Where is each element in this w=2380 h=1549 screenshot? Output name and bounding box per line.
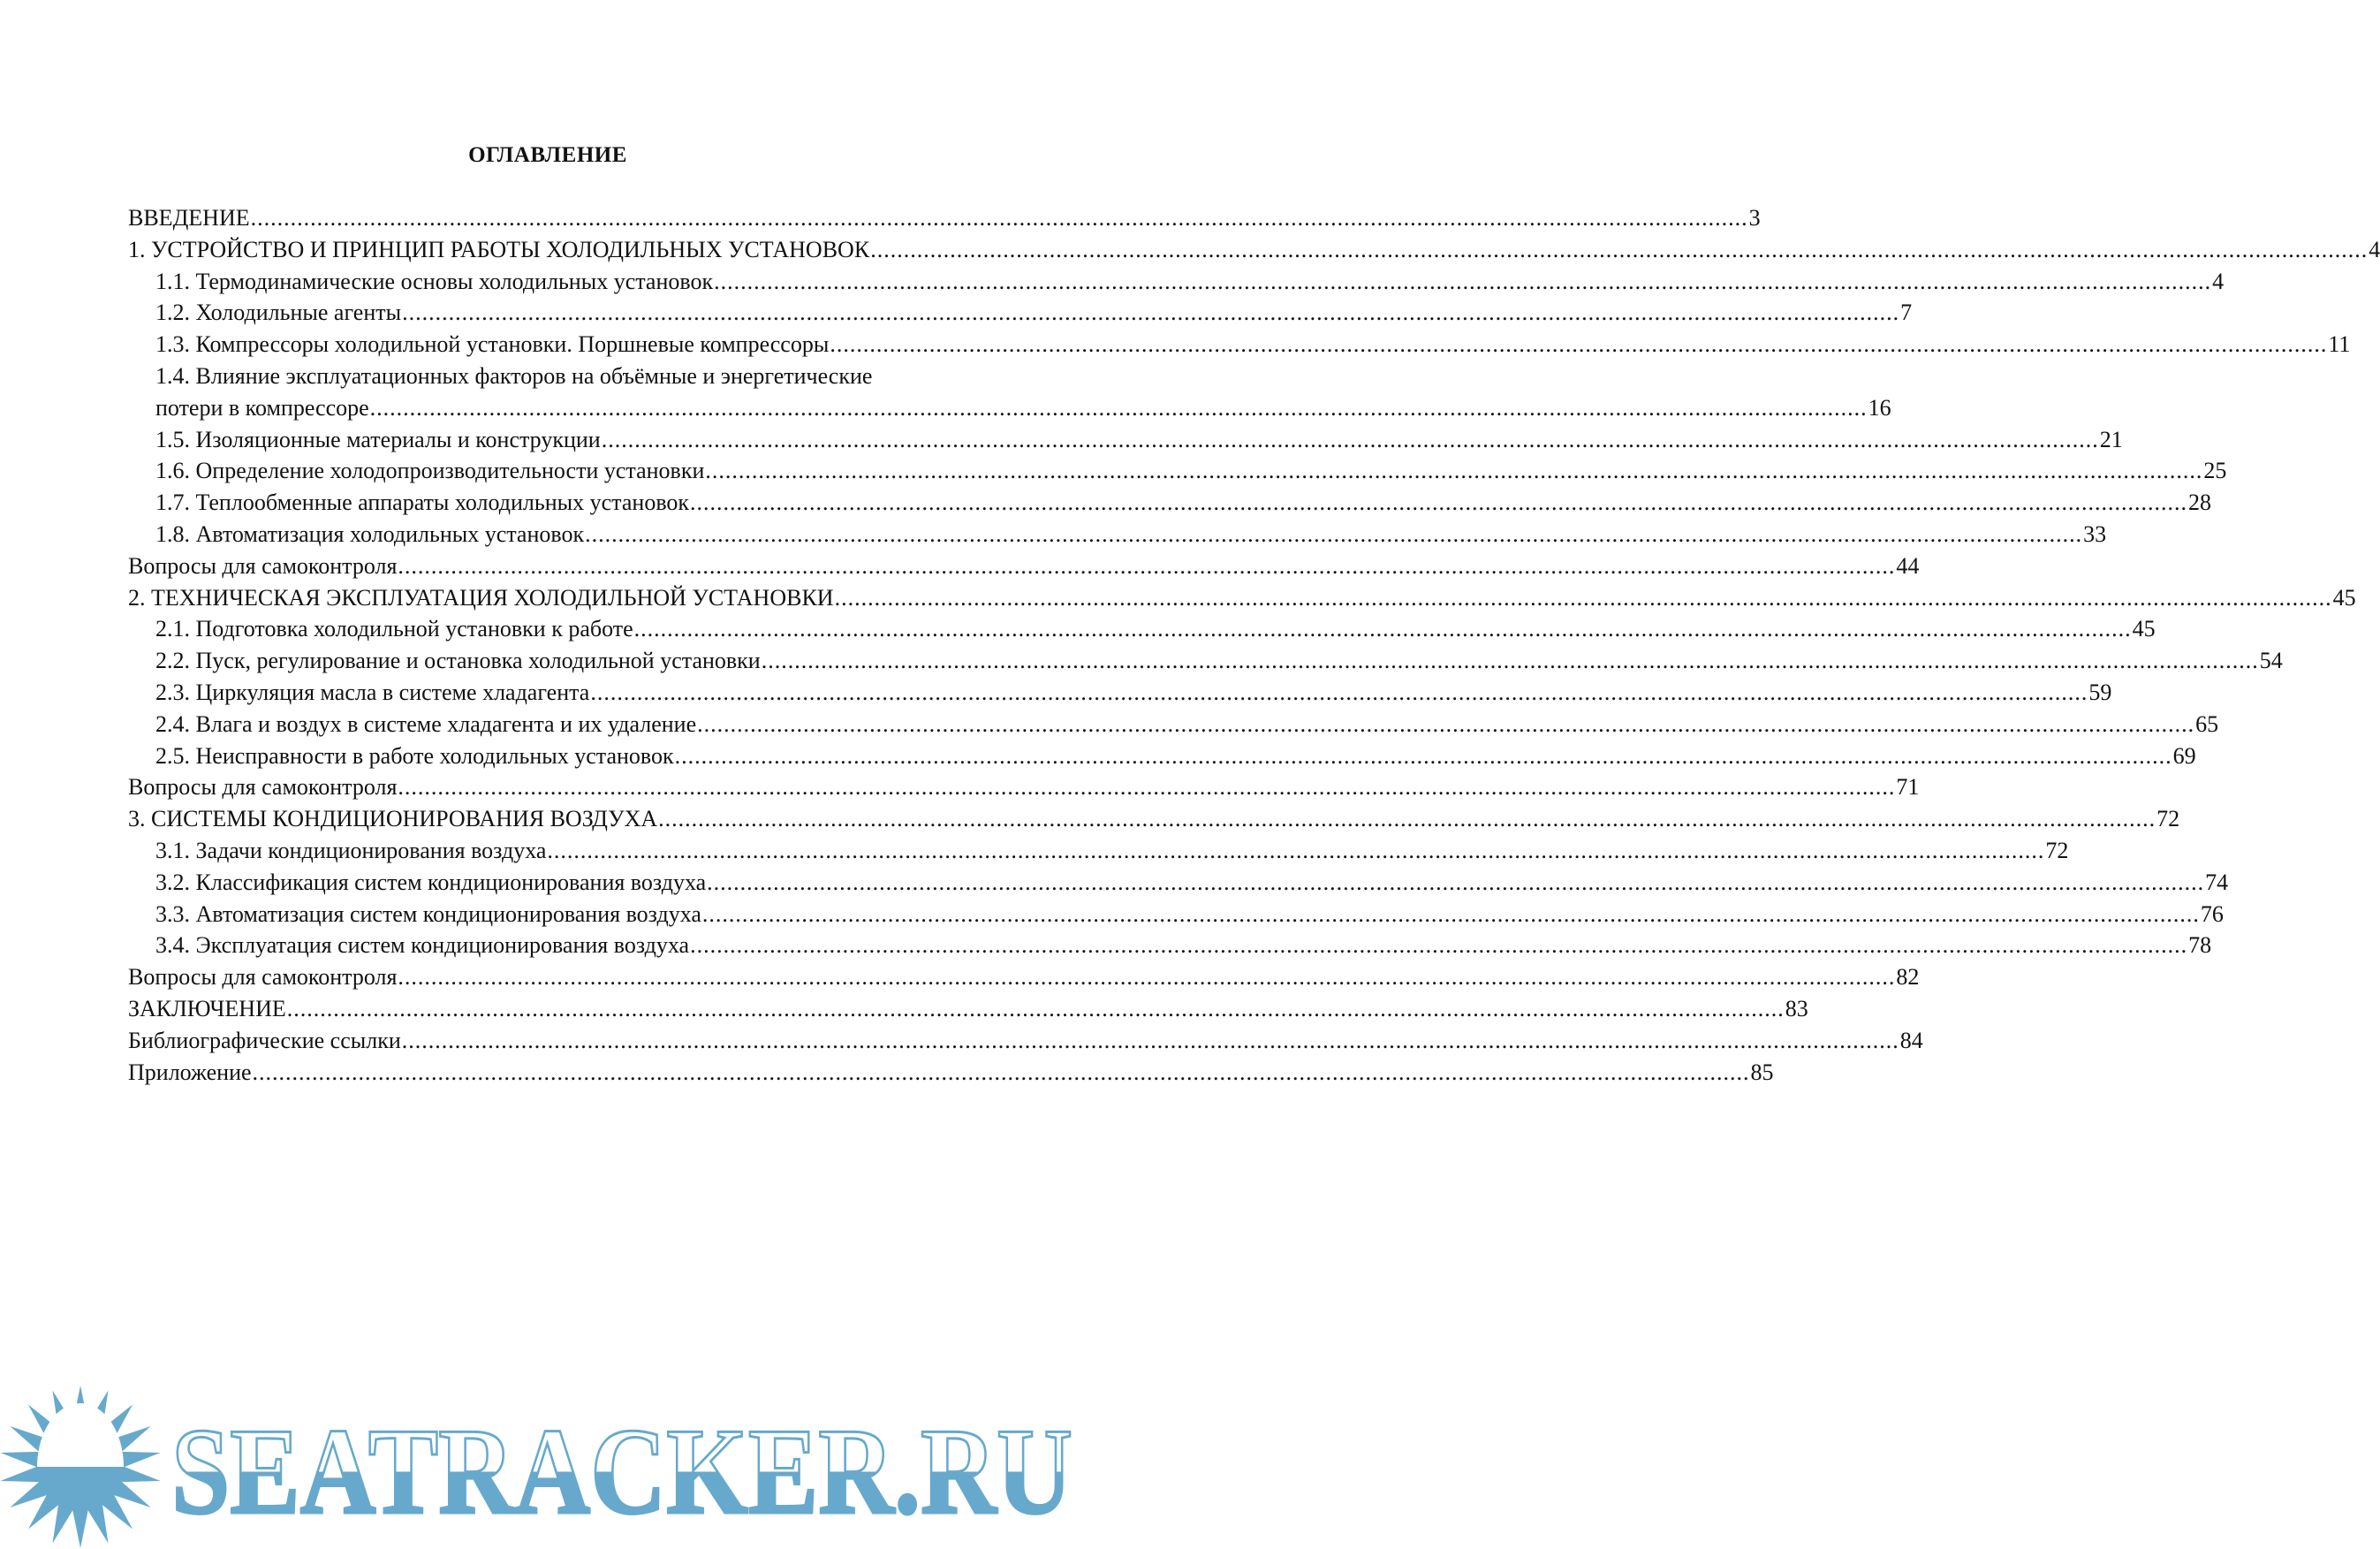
- toc-page: 54: [2259, 648, 2283, 674]
- toc-entry-2-4[interactable]: [128, 709, 2219, 740]
- leader-dots: [762, 645, 2259, 677]
- toc-entry-chapter-3[interactable]: [128, 803, 2180, 835]
- toc-label: потери в компрессоре: [155, 394, 369, 421]
- leader-dots: [702, 899, 2200, 930]
- leader-dots: [602, 424, 2099, 456]
- toc-entry-2-2[interactable]: [128, 645, 2283, 677]
- toc-label: 2.3. Циркуляция масла в системе хладагента: [155, 679, 590, 705]
- toc-page: 59: [2088, 679, 2112, 705]
- toc-entry-appendix[interactable]: [128, 1057, 1774, 1089]
- leader-dots: [830, 329, 2327, 361]
- toc-entry-3-4[interactable]: [128, 930, 2212, 961]
- toc-label: Вопросы для самоконтроля: [128, 964, 398, 991]
- toc-entry-introduction[interactable]: [128, 202, 1761, 234]
- toc-page: 85: [1750, 1059, 1774, 1085]
- toc-entry-bibliography[interactable]: [128, 1025, 1923, 1057]
- toc-label: Вопросы для самоконтроля: [128, 774, 398, 801]
- toc-label: 2.1. Подготовка холодильной установки к работе: [155, 616, 633, 642]
- leader-dots: [690, 487, 2187, 519]
- toc-label: 1.5. Изоляционные материалы и конструкции: [155, 426, 601, 452]
- watermark-text: SEATRACKER.RU: [171, 1403, 1073, 1540]
- leader-dots: [675, 740, 2172, 772]
- toc-label: ЗАКЛЮЧЕНИЕ: [128, 995, 286, 1021]
- toc-page: 65: [2195, 710, 2219, 737]
- sun-icon: [0, 1386, 160, 1548]
- leader-dots: [690, 930, 2187, 961]
- toc-label: ВВЕДЕНИЕ: [128, 205, 250, 231]
- leader-dots: [697, 709, 2194, 740]
- toc-entry-1-8[interactable]: [128, 519, 2107, 551]
- leader-dots: [402, 1025, 1899, 1057]
- toc-entry-questions-2[interactable]: [128, 771, 1920, 803]
- toc-page: 76: [2200, 900, 2224, 927]
- toc-entry-1-7[interactable]: [128, 487, 2212, 519]
- leader-dots: [398, 961, 1895, 993]
- toc-label: 3.3. Автоматизация систем кондиционирования воздуха: [155, 900, 701, 927]
- toc-entry-3-3[interactable]: [128, 899, 2224, 930]
- toc-page: 83: [1785, 995, 1808, 1021]
- toc-label: Вопросы для самоконтроля: [128, 552, 398, 579]
- toc-page: 74: [2205, 869, 2229, 895]
- toc-label: 3. СИСТЕМЫ КОНДИЦИОНИРОВАНИЯ ВОЗДУХА: [128, 806, 658, 832]
- toc-entry-chapter-2[interactable]: [128, 582, 2356, 614]
- leader-dots: [835, 582, 2332, 614]
- toc-entry-1-6[interactable]: [128, 455, 2227, 487]
- toc-page: 4: [2212, 268, 2225, 294]
- toc-entry-1-2[interactable]: [128, 297, 1913, 329]
- toc-label: 1. УСТРОЙСТВО И ПРИНЦИП РАБОТЫ ХОЛОДИЛЬНЫХ УСТАНОВОК: [128, 236, 870, 262]
- toc-entry-3-1[interactable]: [128, 835, 2069, 867]
- leader-dots: [398, 771, 1895, 803]
- toc-page: 82: [1896, 964, 1920, 991]
- seatracker-watermark-logo: [0, 1378, 1095, 1549]
- toc-label: Библиографические ссылки: [128, 1027, 401, 1053]
- toc-label: 3.1. Задачи кондиционирования воздуха: [155, 837, 547, 863]
- leader-dots: [590, 677, 2088, 709]
- leader-dots: [714, 266, 2211, 298]
- leader-dots: [634, 613, 2132, 645]
- toc-label: 1.8. Автоматизация холодильных установок: [155, 520, 585, 547]
- toc-label: 1.1. Термодинамические основы холодильных установок: [155, 268, 714, 294]
- leader-dots: [287, 993, 1785, 1025]
- leader-dots: [658, 803, 2156, 835]
- toc-page: 25: [2203, 458, 2227, 484]
- leader-dots: [398, 551, 1895, 582]
- toc-label: 2. ТЕХНИЧЕСКАЯ ЭКСПЛУАТАЦИЯ ХОЛОДИЛЬНОЙ УСТАНОВКИ: [128, 584, 834, 611]
- toc-entry-questions-1[interactable]: [128, 551, 1920, 582]
- toc-entry-chapter-1[interactable]: [128, 234, 2380, 266]
- toc-page: 11: [2328, 331, 2351, 358]
- toc-label: 1.4. Влияние эксплуатационных факторов на объёмные и энергетические: [155, 362, 873, 389]
- toc-label: 2.2. Пуск, регулирование и остановка холодильной установки: [155, 648, 761, 674]
- toc-page: 4: [2369, 236, 2380, 262]
- toc-entry-2-5[interactable]: [128, 740, 2196, 772]
- toc-title: ОГЛАВЛЕНИЕ: [468, 143, 627, 167]
- leader-dots: [870, 234, 2368, 266]
- toc-label: 2.5. Неисправности в работе холодильных установок: [155, 742, 674, 769]
- toc-page: 16: [1868, 394, 1891, 421]
- toc-label: 1.2. Холодильные агенты: [155, 300, 402, 326]
- toc-label: 2.4. Влага и воздух в системе хладагента и их удаление: [155, 710, 697, 737]
- toc-entry-2-1[interactable]: [128, 613, 2156, 645]
- toc-page: 84: [1899, 1027, 1923, 1053]
- toc-page: 3: [1748, 205, 1761, 231]
- toc-page: 45: [2132, 616, 2156, 642]
- leader-dots: [253, 1057, 1750, 1089]
- toc-page: 21: [2099, 426, 2123, 452]
- sun-dome: [37, 1403, 124, 1467]
- toc-page: 33: [2083, 520, 2107, 547]
- leader-dots: [585, 519, 2082, 551]
- toc-page: 45: [2332, 584, 2356, 611]
- leader-dots: [370, 392, 1868, 424]
- toc-label: 1.6. Определение холодопроизводительности установки: [155, 458, 705, 484]
- toc-page: 71: [1896, 774, 1920, 801]
- leader-dots: [402, 297, 1899, 329]
- toc-label: 3.2. Классификация систем кондиционирования воздуха: [155, 869, 707, 895]
- toc-entry-conclusion[interactable]: [128, 993, 1808, 1025]
- toc-label: 1.3. Компрессоры холодильной установки. Поршневые компрессоры: [155, 331, 830, 358]
- toc-label: 1.7. Теплообменные аппараты холодильных установок: [155, 490, 690, 516]
- toc-page: 72: [2156, 806, 2180, 832]
- toc-entry-1-3[interactable]: [128, 329, 2351, 361]
- leader-dots: [707, 867, 2204, 899]
- toc-entry-questions-3[interactable]: [128, 961, 1920, 993]
- toc-entry-1-4-cont[interactable]: [128, 392, 1891, 424]
- leader-dots: [705, 455, 2202, 487]
- toc-label: Приложение: [128, 1059, 252, 1085]
- leader-dots: [251, 202, 1748, 234]
- toc-entry-2-3[interactable]: [128, 677, 2112, 709]
- toc-entry-1-5[interactable]: [128, 424, 2123, 456]
- toc-page: 72: [2045, 837, 2069, 863]
- toc-entry-1-1[interactable]: [128, 266, 2225, 298]
- leader-dots: [547, 835, 2044, 867]
- table-of-contents: [128, 202, 2380, 1088]
- toc-page: 78: [2188, 932, 2212, 959]
- toc-label: 3.4. Эксплуатация систем кондиционирования воздуха: [155, 932, 690, 959]
- toc-entry-3-2[interactable]: [128, 867, 2229, 899]
- toc-page: 28: [2188, 490, 2212, 516]
- toc-page: 69: [2172, 742, 2196, 769]
- toc-page: 44: [1896, 552, 1920, 579]
- toc-entry-1-4[interactable]: [128, 361, 967, 392]
- toc-page: 7: [1900, 300, 1913, 326]
